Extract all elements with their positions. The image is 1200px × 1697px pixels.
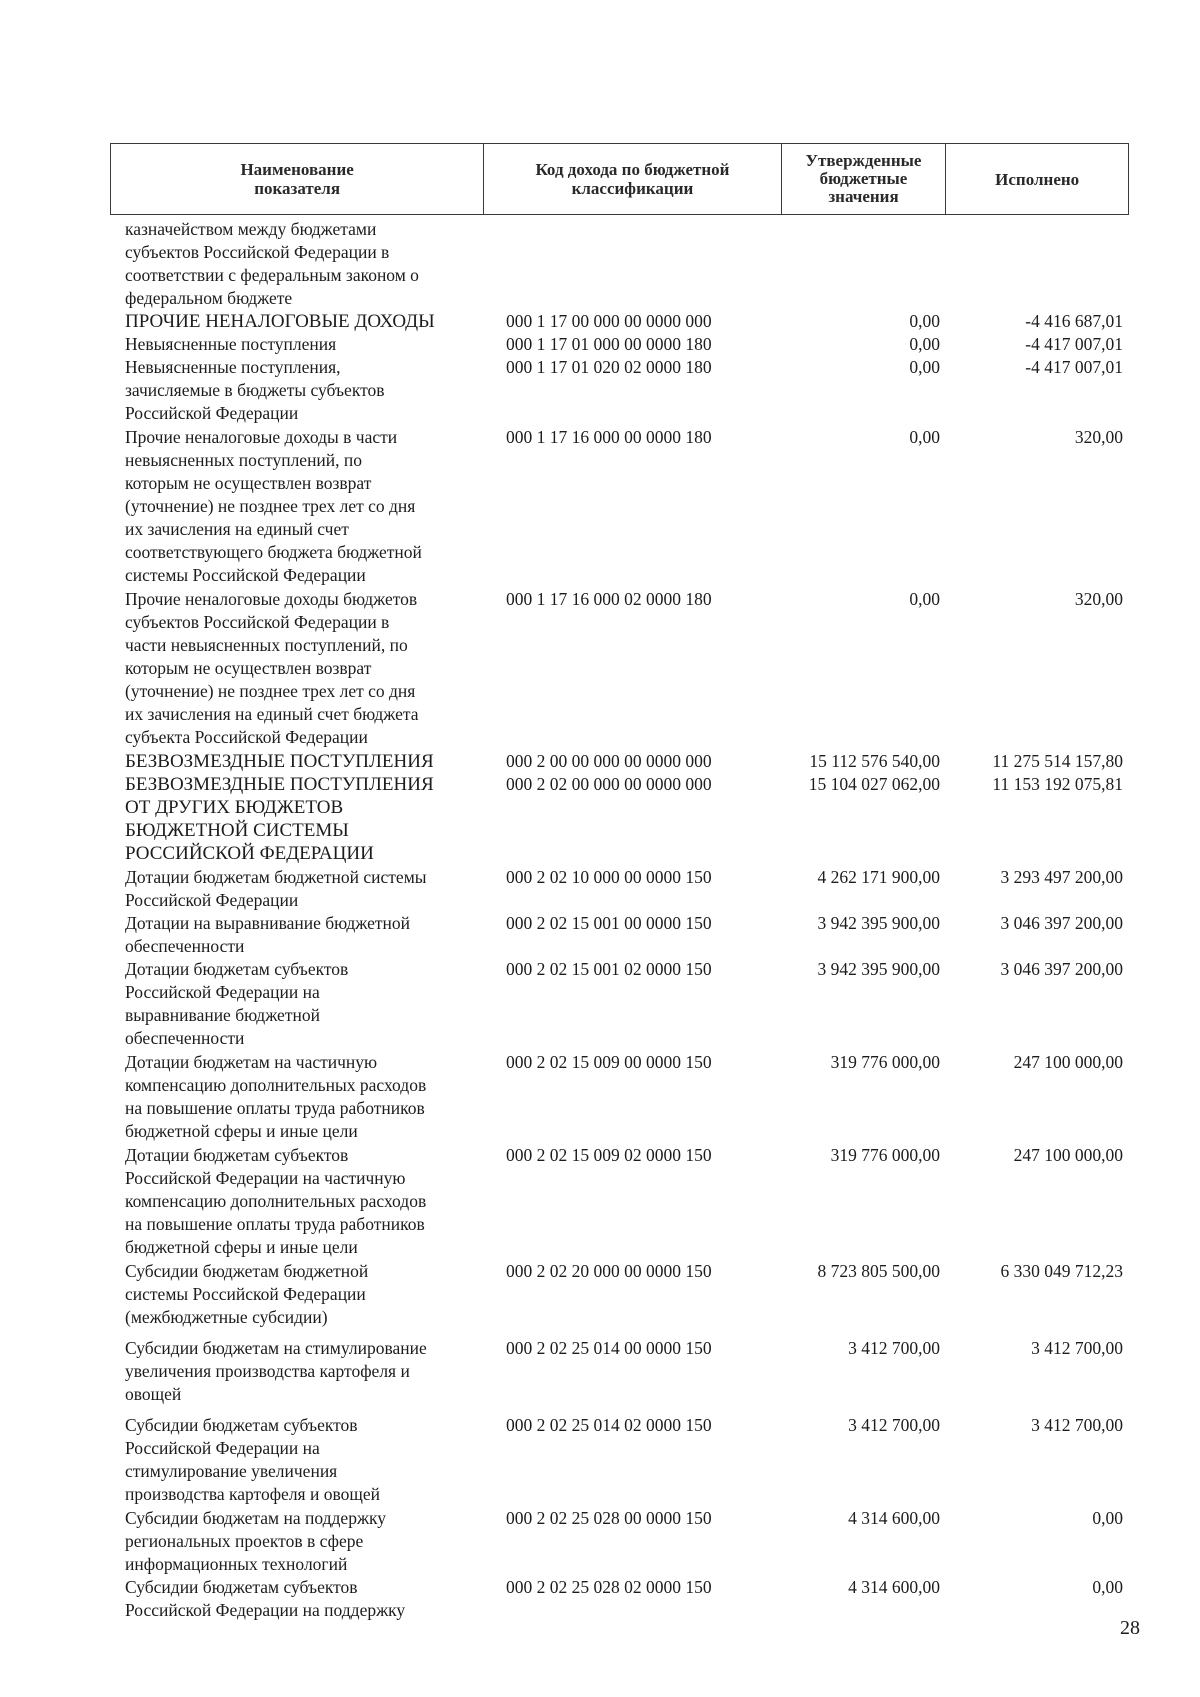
row-code: 000 2 02 25 014 00 0000 150: [506, 1338, 712, 1358]
header-approved: [782, 144, 947, 214]
row-code: 000 1 17 16 000 02 0000 180: [506, 589, 712, 609]
row-code: 000 1 17 16 000 00 0000 180: [506, 427, 712, 447]
row-code: 000 2 02 25 028 00 0000 150: [506, 1508, 712, 1528]
row-name: Дотации бюджетам субъектов Российской Федерации на частичную компенсацию дополнительных расходов на повышение оплаты труда работников бюджетной сферы и иные цели: [125, 1145, 427, 1257]
row-executed: 0,00: [1092, 1508, 1123, 1528]
row-approved: 4 262 171 900,00: [817, 867, 940, 887]
row-name: Прочие неналоговые доходы бюджетов субъектов Российской Федерации в части невыясненных поступлений, по которым не осуществлен возврат (уточнение) не позднее трех лет со дня их зачисления на единый счет бюджета субъекта Российской Федерации: [125, 589, 419, 747]
row-code: 000 1 17 01 000 00 0000 180: [506, 334, 712, 354]
row-approved: 3 942 395 900,00: [817, 959, 940, 979]
row-code: 000 1 17 00 000 00 0000 000: [506, 311, 712, 331]
header-code-text: Код дохода по бюджетной классификации: [535, 160, 730, 198]
row-approved: 0,00: [909, 357, 940, 377]
row-executed: -4 416 687,01: [1025, 311, 1123, 331]
row-name: Дотации на выравнивание бюджетной обеспеченности: [125, 913, 411, 956]
row-code: 000 2 02 15 001 00 0000 150: [506, 913, 712, 933]
row-executed: 320,00: [1074, 427, 1123, 447]
row-code: 000 2 02 15 009 02 0000 150: [506, 1145, 712, 1165]
row-code: 000 2 02 10 000 00 0000 150: [506, 867, 712, 887]
row-name: Дотации бюджетам на частичную компенсацию дополнительных расходов на повышение оплаты труда работников бюджетной сферы и иные цели: [125, 1052, 427, 1141]
table-header: [110, 143, 1129, 215]
row-approved: 0,00: [909, 334, 940, 354]
header-approved-text: Утвержденные бюджетные значения: [805, 151, 922, 206]
row-approved: 319 776 000,00: [830, 1052, 940, 1072]
row-code: 000 2 02 25 028 02 0000 150: [506, 1577, 712, 1597]
row-executed: 0,00: [1092, 1577, 1123, 1597]
row-code: 000 2 02 25 014 02 0000 150: [506, 1415, 712, 1435]
row-name: Невыясненные поступления: [125, 334, 337, 354]
row-executed: 3 046 397 200,00: [1000, 959, 1123, 979]
row-name: БЕЗВОЗМЕЗДНЫЕ ПОСТУПЛЕНИЯ ОТ ДРУГИХ БЮДЖЕТОВ БЮДЖЕТНОЙ СИСТЕМЫ РОССИЙСКОЙ ФЕДЕРАЦИИ: [125, 774, 434, 864]
row-code: 000 2 02 20 000 00 0000 150: [506, 1261, 712, 1281]
row-approved: 4 314 600,00: [848, 1508, 940, 1528]
row-name: Дотации бюджетам субъектов Российской Федерации на выравнивание бюджетной обеспеченности: [125, 959, 349, 1048]
row-executed: 6 330 049 712,23: [1000, 1261, 1123, 1281]
row-approved: 4 314 600,00: [848, 1577, 940, 1597]
header-name: [111, 144, 484, 214]
row-executed: 247 100 000,00: [1013, 1145, 1123, 1165]
header-code: [484, 144, 781, 214]
row-approved: 15 112 576 540,00: [809, 751, 940, 771]
row-approved: 3 412 700,00: [848, 1338, 940, 1358]
row-code: 000 2 00 00 000 00 0000 000: [506, 751, 712, 771]
row-name: Субсидии бюджетам бюджетной системы Российской Федерации (межбюджетные субсидии): [125, 1261, 369, 1327]
row-executed: -4 417 007,01: [1025, 334, 1123, 354]
row-code: 000 2 02 00 000 00 0000 000: [506, 774, 712, 794]
row-executed: 320,00: [1074, 589, 1123, 609]
row-name: Субсидии бюджетам на поддержку региональных проектов в сфере информационных технологий: [125, 1508, 387, 1574]
row-approved: 3 412 700,00: [848, 1415, 940, 1435]
row-executed: 3 412 700,00: [1031, 1338, 1123, 1358]
row-code: 000 2 02 15 001 02 0000 150: [506, 959, 712, 979]
row-approved: 0,00: [909, 427, 940, 447]
row-approved: 0,00: [909, 589, 940, 609]
row-name: Субсидии бюджетам на стимулирование увеличения производства картофеля и овощей: [125, 1338, 427, 1404]
row-executed: 3 412 700,00: [1031, 1415, 1123, 1435]
row-approved: 8 723 805 500,00: [817, 1261, 940, 1281]
row-name: Субсидии бюджетам субъектов Российской Федерации на стимулирование увеличения производства картофеля и овощей: [125, 1415, 380, 1504]
row-executed: 3 293 497 200,00: [1000, 867, 1123, 887]
row-name: ПРОЧИЕ НЕНАЛОГОВЫЕ ДОХОДЫ: [125, 311, 435, 332]
header-executed-text: Исполнено: [995, 169, 1080, 189]
row-executed: 11 275 514 157,80: [992, 751, 1123, 771]
row-name: Прочие неналоговые доходы в части невыясненных поступлений, по которым не осуществлен возврат (уточнение) не позднее трех лет со дня их зачисления на единый счет соответствующего бюджета бюджетной системы Российской Федерации: [125, 427, 422, 585]
row-executed: 3 046 397 200,00: [1000, 913, 1123, 933]
row-approved: 0,00: [909, 311, 940, 331]
page-number: 28: [1120, 1617, 1140, 1639]
row-code: 000 1 17 01 020 02 0000 180: [506, 357, 712, 377]
row-name: Невыясненные поступления, зачисляемые в бюджеты субъектов Российской Федерации: [125, 357, 385, 423]
row-name: казначейством между бюджетами субъектов Российской Федерации в соответствии с федеральным законом о федеральном бюджете: [125, 219, 419, 308]
header-executed: [946, 144, 1128, 214]
row-name: БЕЗВОЗМЕЗДНЫЕ ПОСТУПЛЕНИЯ: [125, 751, 434, 772]
header-name-text: Наименование показателя: [240, 160, 354, 198]
row-approved: 319 776 000,00: [830, 1145, 940, 1165]
row-executed: 11 153 192 075,81: [992, 774, 1123, 794]
row-approved: 3 942 395 900,00: [817, 913, 940, 933]
row-name: Субсидии бюджетам субъектов Российской Федерации на поддержку: [125, 1577, 406, 1620]
row-executed: 247 100 000,00: [1013, 1052, 1123, 1072]
row-code: 000 2 02 15 009 00 0000 150: [506, 1052, 712, 1072]
row-approved: 15 104 027 062,00: [808, 774, 940, 794]
row-executed: -4 417 007,01: [1025, 357, 1123, 377]
row-name: Дотации бюджетам бюджетной системы Российской Федерации: [125, 867, 427, 910]
